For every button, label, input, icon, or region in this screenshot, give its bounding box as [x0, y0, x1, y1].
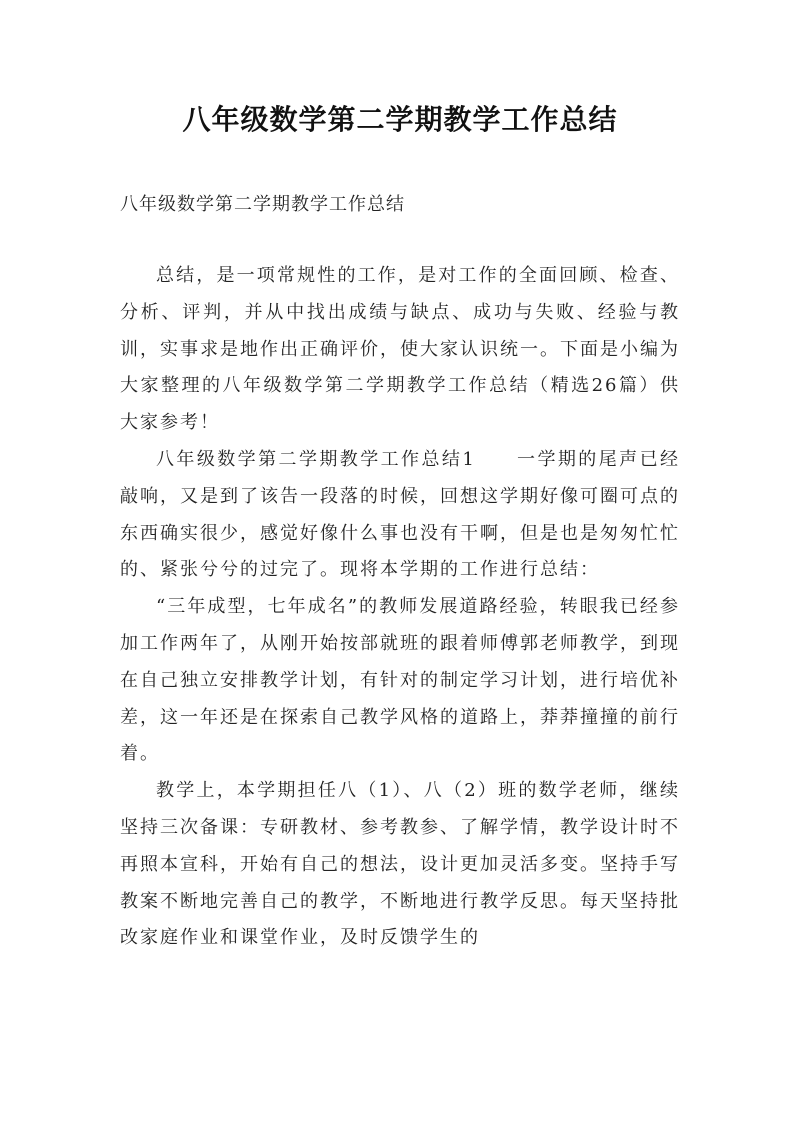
document-body — [120, 258, 680, 957]
paragraph-intro: 总结，是一项常规性的工作，是对工作的全面回顾、检查、分析、评判，并从中找出成绩与缺点、成功与失败、经验与教训，实事求是地作出正确评价，使大家认识统一。下面是小编为大家整理的八年级数学第二学期教学工作总结（精选26篇）供大家参考！ — [120, 265, 680, 434]
paragraph-teaching: 教学上，本学期担任八（1）、八（2）班的数学老师，继续坚持三次备课：专研教材、参考教参、了解学情，教学设计时不再照本宣科，开始有自己的想法，设计更加灵活多变。坚持手写教案不断地完善自己的教学，不断地进行教学反思。每天坚持批改家庭作业和课堂作业，及时反馈学生的 — [120, 780, 680, 949]
document-title: 八年级数学第二学期教学工作总结 — [182, 103, 618, 136]
paragraph-summary-1: 八年级数学第二学期教学工作总结1 一学期的尾声已经敲响，又是到了该告一段落的时候，回想这学期好像可圈可点的东西确实很少，感觉好像什么事也没有干啊，但是也是匆匆忙忙的、紧张兮兮的过完了。现将本学期的工作进行总结： — [120, 448, 680, 581]
paragraph-teacher-growth: “三年成型，七年成名”的教师发展道路经验，转眼我已经参加工作两年了，从刚开始按部就班的跟着师傅郭老师教学，到现在自己独立安排教学计划，有针对的制定学习计划，进行培优补差，这一年还是在探索自己教学风格的道路上，莽莽撞撞的前行着。 — [120, 596, 680, 765]
document-subtitle: 八年级数学第二学期教学工作总结 — [120, 194, 405, 215]
